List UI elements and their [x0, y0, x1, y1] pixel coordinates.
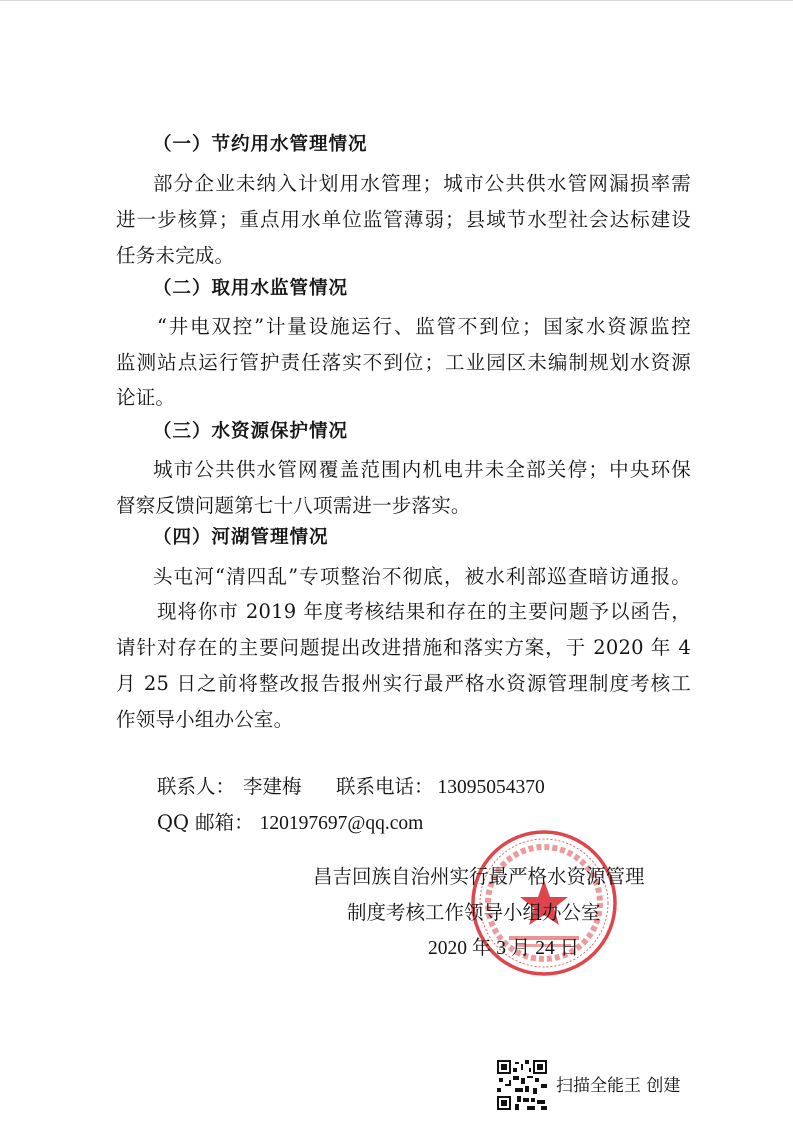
section-2-line-3: 论证。 — [116, 386, 176, 409]
closing-line-2: 请针对存在的主要问题提出改进措施和落实方案，于 2020 年 4 — [116, 636, 691, 659]
signature-org-line-1: 昌吉回族自治州实行最严格水资源管理 — [313, 865, 645, 888]
closing-line-3: 月 25 日之前将整改报告报州实行最严格水资源管理制度考核工 — [116, 672, 691, 695]
scanner-watermark-label: 扫描全能王 创建 — [556, 1076, 681, 1096]
section-3-heading: （三）水资源保护情况 — [153, 421, 349, 442]
section-4-heading: （四）河湖管理情况 — [153, 527, 329, 548]
contact-person-label: 联系人： — [157, 775, 236, 798]
section-1-line-1: 部分企业未纳入计划用水管理；城市公共供水管网漏损率需 — [153, 172, 691, 195]
closing-line-1: 现将你市 2019 年度考核结果和存在的主要问题予以函告， — [157, 600, 691, 623]
section-1-heading: （一）节约用水管理情况 — [153, 134, 368, 155]
contact-phone-label: 联系电话： — [336, 775, 434, 798]
contact-phone: 13095054370 — [437, 777, 545, 798]
section-2-line-2: 监测站点运行管护责任落实不到位；工业园区未编制规划水资源 — [116, 351, 691, 374]
contact-person-name: 李建梅 — [243, 775, 302, 798]
qr-code-icon — [497, 1060, 547, 1110]
section-1-line-3: 任务未完成。 — [116, 244, 235, 267]
section-2-heading: （二）取用水监管情况 — [153, 278, 349, 299]
section-3-line-2: 督察反馈问题第七十八项需进一步落实。 — [116, 494, 471, 517]
contact-email-label: QQ 邮箱： — [157, 811, 254, 834]
contact-email-row — [157, 811, 423, 836]
contact-phone-row — [336, 775, 545, 800]
contact-person-row — [157, 775, 302, 799]
closing-line-4: 作领导小组办公室。 — [116, 708, 294, 731]
signature-date: 2020 年 3 月 24 日 — [428, 938, 580, 959]
section-3-line-1: 城市公共供水管网覆盖范围内机电井未全部关停；中央环保 — [153, 458, 691, 481]
section-1-line-2: 进一步核算；重点用水单位监管薄弱；县域节水型社会达标建设 — [116, 208, 691, 231]
contact-email: 120197697@qq.com — [259, 813, 424, 834]
section-2-line-1: “井电双控”计量设施运行、监管不到位；国家水资源监控 — [157, 315, 691, 338]
section-4-line-1: 头屯河“清四乱”专项整治不彻底，被水利部巡查暗访通报。 — [153, 565, 691, 588]
signature-org-line-2: 制度考核工作领导小组办公室 — [347, 901, 601, 924]
